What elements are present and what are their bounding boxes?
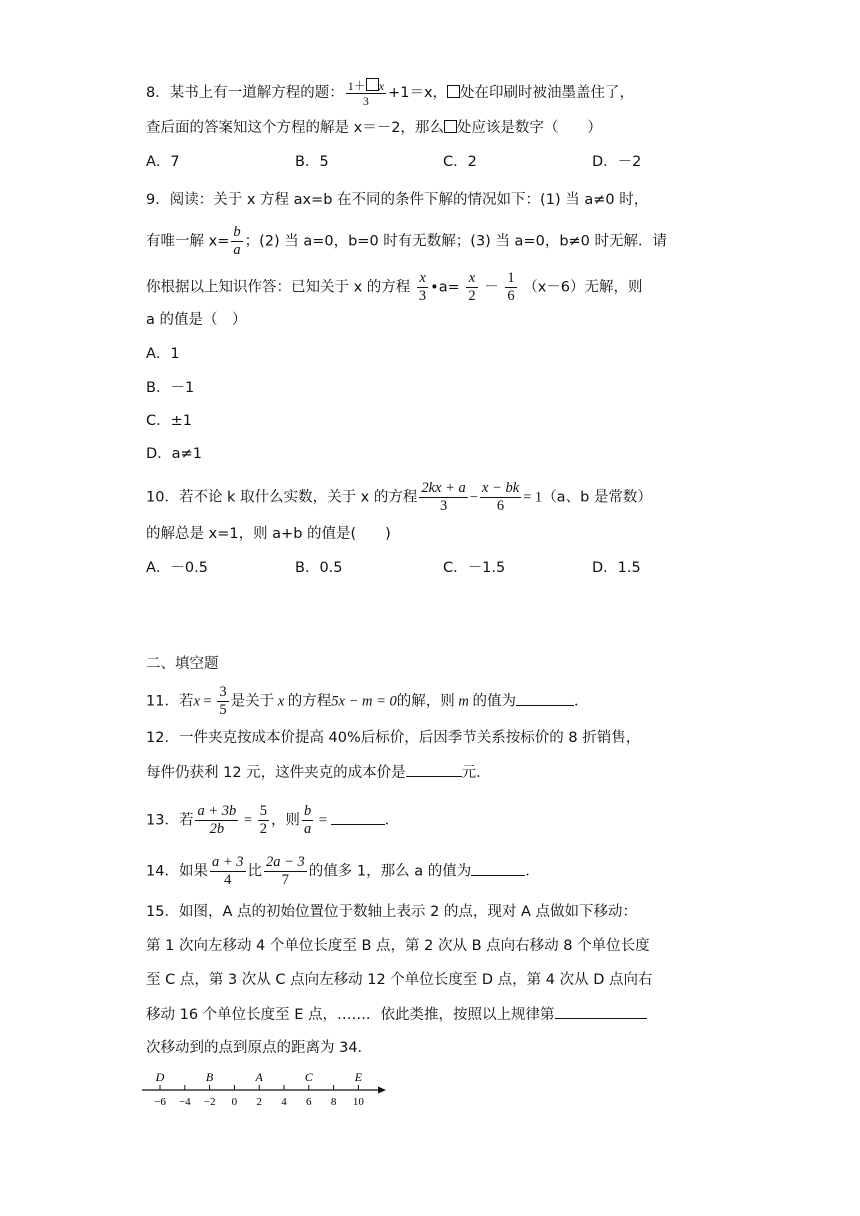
ink-covered-box <box>444 120 457 133</box>
q10-line2: 的解总是 x=1，则 a+b 的值是( ) <box>146 526 391 542</box>
q15-line5: 次移动到的点到原点的距离为 34． <box>146 1040 373 1056</box>
q9-f3-num: 1 <box>507 270 515 286</box>
q14-f2-num: 2a − 3 <box>266 854 305 870</box>
number-line-point-A: A <box>255 1070 263 1084</box>
number-line-tick-label: 6 <box>306 1096 312 1108</box>
q10-option-b[interactable]: B．0.5 <box>295 560 343 576</box>
q13-mid: ，则 <box>270 812 300 829</box>
q13-f2-num: 5 <box>259 803 267 819</box>
q8-text: 8．某书上有一道解方程的题： <box>146 85 344 101</box>
q14-f2-den: 7 <box>281 872 290 888</box>
number-line-tick-label: 2 <box>256 1096 262 1108</box>
q11-x: x <box>193 693 200 710</box>
q10-eq: = 1 <box>523 489 543 506</box>
q11-f-num: 3 <box>219 684 227 700</box>
number-line-tick-label: −6 <box>154 1096 166 1108</box>
q9-line2a: 有唯一解 x= <box>146 233 230 250</box>
number-line-point-E: E <box>354 1070 363 1084</box>
number-line-tick-label: −2 <box>203 1096 216 1108</box>
q12-line2a: 每件仍获利 12 元，这件夹克的成本价是 <box>146 765 406 781</box>
q11-f-den: 5 <box>219 702 227 718</box>
q11-end: ． <box>573 693 589 710</box>
q9-line3b: •a= <box>430 279 460 296</box>
q11-mid2: 的方程 <box>287 693 332 710</box>
q13-answer-blank[interactable] <box>331 810 385 825</box>
q10-fraction-1 <box>419 480 467 515</box>
q9-line3a: 你根据以上知识作答：已知关于 x 的方程 <box>146 279 411 296</box>
q9-f3-den: 6 <box>507 288 515 304</box>
q10-option-a[interactable]: A．－0.5 <box>146 560 208 576</box>
number-line-point-D: D <box>155 1070 165 1084</box>
q10-f2-den: 6 <box>496 498 505 514</box>
q11-answer-blank[interactable] <box>516 691 574 706</box>
q13-fraction-3 <box>302 803 313 838</box>
q9-option-a[interactable]: A．1 <box>146 346 180 362</box>
q14-pre: 14．如果 <box>146 863 208 880</box>
q15-line1: 15．如图，A 点的初始位置位于数轴上表示 2 的点，现对 A 点做如下移动： <box>146 904 638 920</box>
q10-line1a: 10．若不论 k 取什么实数，关于 x 的方程 <box>146 489 418 506</box>
q11-post: 的值为 <box>472 693 516 710</box>
q8-text-post: +1＝x， <box>388 85 448 101</box>
q10-minus: − <box>469 489 478 506</box>
q8-option-b[interactable]: B．5 <box>295 154 329 170</box>
q9-f2-num: x <box>466 270 477 288</box>
q13-f1-den: 2b <box>209 821 225 837</box>
q11-pre: 11．若 <box>146 693 194 710</box>
q9-line3d: （x－6）无解，则 <box>523 279 643 296</box>
q9-fraction-x-over-3 <box>417 270 428 305</box>
q10-line1 <box>146 480 652 515</box>
number-line-tick-label: 0 <box>231 1096 238 1108</box>
q9-fraction-1-over-6 <box>505 270 516 305</box>
q15-line3: 至 C 点，第 3 次从 C 点向左移动 12 个单位长度至 D 点，第 4 次从 D 点向右 <box>146 972 653 988</box>
q11-m: m <box>454 693 473 710</box>
q10-option-c[interactable]: C．－1.5 <box>443 560 506 576</box>
q9-line2 <box>146 224 667 259</box>
q13-line <box>146 803 399 838</box>
q13-end: ． <box>384 812 400 829</box>
q8-line1 <box>146 78 634 108</box>
number-line-tick-label: 8 <box>330 1096 337 1108</box>
q14-f1-den: 4 <box>224 872 232 888</box>
number-line-arrow <box>378 1087 386 1094</box>
q8-line2a: 查后面的答案知这个方程的解是 x＝－2，那么 <box>146 120 444 136</box>
q10-fraction-2 <box>480 480 521 515</box>
q14-post: 的值多 1，那么 a 的值为 <box>308 863 472 880</box>
q11-eq: = <box>199 693 216 710</box>
number-line-figure <box>140 1068 390 1110</box>
q8-line2b: 处应该是数字（ ） <box>456 120 602 136</box>
number-line-point-B: B <box>205 1070 214 1084</box>
q14-line <box>146 854 540 889</box>
q11-fraction <box>217 684 228 719</box>
q15-line4a: 移动 16 个单位长度至 E 点，……．依此类推，按照以上规律第 <box>146 1007 555 1023</box>
q9-fraction-b-over-a <box>231 224 242 259</box>
q8-option-a[interactable]: A．7 <box>146 154 180 170</box>
q9-option-c[interactable]: C．±1 <box>146 413 192 429</box>
q9-frac-num: b <box>233 224 241 240</box>
q12-line2b: 元． <box>461 765 491 781</box>
q14-fraction-2 <box>264 854 307 889</box>
q9-line1: 9．阅读：关于 x 方程 ax=b 在不同的条件下解的情况如下：(1) 当 a≠0 时， <box>146 192 649 208</box>
q15-answer-blank[interactable] <box>555 1004 647 1019</box>
q13-fraction-1 <box>195 803 238 838</box>
q8-line2 <box>146 118 602 138</box>
q8-frac-num-b: x <box>378 79 385 93</box>
q13-f3-den: a <box>303 821 312 837</box>
q9-f1-den: 3 <box>418 288 427 304</box>
q8-text-post2: 处在印刷时被油墨盖住了， <box>460 85 635 101</box>
number-line-tick-label: 4 <box>281 1096 287 1108</box>
q9-option-b[interactable]: B．－1 <box>146 380 195 396</box>
q14-fraction-1 <box>210 854 246 889</box>
q8-frac-num-a: 1＋ <box>347 79 366 93</box>
q9-line3c: － <box>484 279 499 296</box>
q10-f2-num: x − bk <box>481 480 520 496</box>
q8-frac-den: 3 <box>362 94 369 108</box>
q13-f1-num: a + 3b <box>197 803 237 819</box>
q12-answer-blank[interactable] <box>406 762 462 777</box>
q9-line2b: ；(2) 当 a=0，b=0 时有无数解；(3) 当 a=0，b≠0 时无解．请 <box>244 233 668 250</box>
q14-f1-num: a + 3 <box>211 854 244 870</box>
q14-answer-blank[interactable] <box>471 861 525 876</box>
q9-f2-den: 2 <box>468 288 476 304</box>
q11-x2: x <box>274 693 288 710</box>
q10-line1b: （a、b 是常数） <box>542 489 652 506</box>
q15-line2: 第 1 次向左移动 4 个单位长度至 B 点，第 2 次从 B 点向右移动 8 个单位长度 <box>146 938 650 954</box>
ink-covered-box <box>447 85 460 98</box>
q9-fraction-x-over-2 <box>466 270 477 305</box>
q13-pre: 13．若 <box>146 812 194 829</box>
q10-f1-den: 3 <box>439 498 448 514</box>
q13-f2-den: 2 <box>259 821 267 837</box>
q9-line3 <box>146 270 643 305</box>
q8-option-c[interactable]: C．2 <box>443 154 477 170</box>
q11-mid3: 的解，则 <box>396 693 455 710</box>
q13-eq2: = <box>315 812 331 829</box>
q13-fraction-2 <box>258 803 269 838</box>
ink-covered-box <box>366 78 379 91</box>
number-line-tick-label: −4 <box>178 1096 191 1108</box>
q15-line4 <box>146 1004 647 1025</box>
q9-frac-den: a <box>233 242 241 258</box>
number-line-tick-label: 10 <box>352 1096 364 1108</box>
q13-eq: = <box>240 812 256 829</box>
q12-line2 <box>146 762 491 783</box>
q13-f3-num: b <box>303 803 312 819</box>
q14-end: ． <box>525 863 540 880</box>
q9-line4: a 的值是（ ） <box>146 312 247 328</box>
q14-mid: 比 <box>247 863 262 880</box>
q9-f1-num: x <box>417 270 428 288</box>
q11-equation: 5x − m = 0 <box>331 693 397 710</box>
q8-fraction <box>346 78 386 108</box>
q11-mid: 是关于 <box>230 693 275 710</box>
q10-option-d[interactable]: D．1.5 <box>592 560 641 576</box>
number-line-point-C: C <box>304 1070 313 1084</box>
q9-option-d[interactable]: D．a≠1 <box>146 446 202 462</box>
q10-f1-num: 2kx + a <box>421 480 466 496</box>
section-title-fill-in: 二、填空题 <box>146 656 219 672</box>
q8-option-d[interactable]: D．－2 <box>592 154 642 170</box>
q12-line1: 12．一件夹克按成本价提高 40%后标价，后因季节关系按标价的 8 折销售， <box>146 730 641 746</box>
q11-line <box>146 684 588 719</box>
